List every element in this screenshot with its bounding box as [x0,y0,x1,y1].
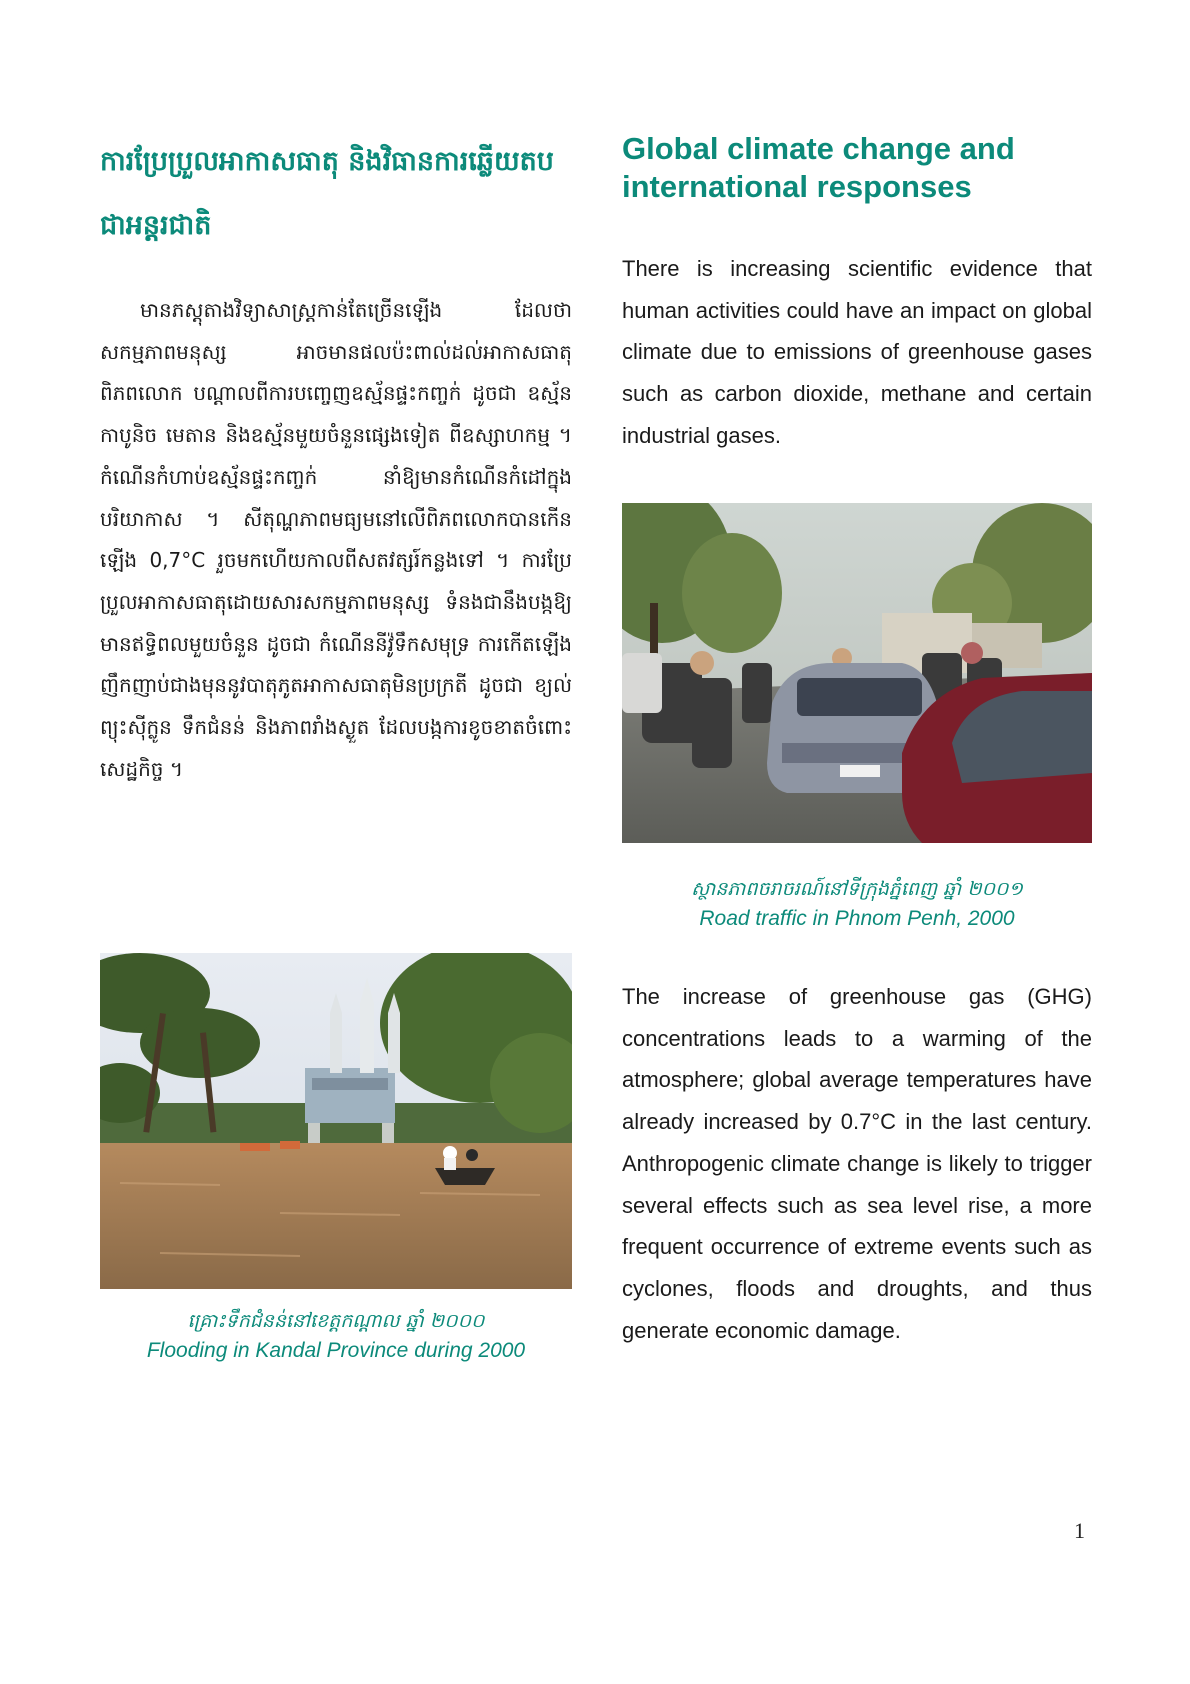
flood-caption-khmer: គ្រោះទឹកជំនន់នៅខេត្តកណ្តាល ឆ្នាំ ២០០០ [187,1310,485,1332]
khmer-column [100,130,572,790]
english-title: Global climate change and international responses [622,131,1015,204]
khmer-title: ការប្រែប្រួលអាកាសធាតុ និងវិធានការឆ្លើយតបជាអន្តរជាតិ [100,146,554,241]
traffic-caption-khmer: ស្ថានភាពចរាចរណ៍នៅទីក្រុងភ្នំពេញ ឆ្នាំ ២០០១ [691,878,1023,900]
flood-photo-caption [100,1306,572,1366]
flood-caption-english: Flooding in Kandal Province during 2000 [146,1339,526,1362]
english-body-paragraph: The increase of greenhouse gas (GHG) concentrations leads to a warming of the atmosphere; global average temperatures have already increased by 0.7°C in the last century. Anthropogenic climate change is likely to trigger several effects such as sea level rise, a more frequent occurrence of extreme events such as cyclones, floods and droughts, and thus generate economic damage. [622,984,1092,1343]
traffic-caption-english: Road traffic in Phnom Penh, 2000 [699,907,1015,930]
flood-photo [100,953,572,1289]
page-number: 1 [1074,1518,1085,1543]
traffic-photo [622,503,1092,843]
english-intro-paragraph: There is increasing scientific evidence that human activities could have an impact on global climate due to emissions of greenhouse gases such as carbon dioxide, methane and certain industrial gases. [622,256,1092,448]
traffic-photo-caption [622,874,1092,934]
traffic-photo-illustration [622,503,1092,843]
khmer-paragraph: មានភស្តុតាងវិទ្យាសាស្ត្រកាន់តែច្រើនឡើង ដែលថាសកម្មភាពមនុស្ស អាចមានផលប៉ះពាល់ដល់អាកាសធាតុពិភពលោក បណ្តាលពីការបញ្ចេញឧស្ម័នផ្ទះកញ្ចក់ ដូចជា ឧស្ម័នកាបូនិច មេតាន និងឧស្ម័នមួយចំនួនផ្សេងទៀត ពីឧស្សាហកម្ម ។ កំណើនកំហាប់ឧស្ម័នផ្ទះកញ្ចក់ នាំឱ្យមានកំណើនកំដៅក្នុងបរិយាកាស ។ សីតុណ្ហភាពមធ្យមនៅលើពិភពលោកបានកើនឡើង 0,7°C រួចមកហើយកាលពីសតវត្សរ៍កន្លងទៅ ។ ការប្រែប្រួលអាកាសធាតុដោយសារសកម្មភាពមនុស្ស ទំនងជានឹងបង្កឱ្យមានឥទ្ធិពលមួយចំនួន ដូចជា កំណើននីវ៉ូទឹកសមុទ្រ ការកើតឡើងញឹកញាប់ជាងមុននូវបាតុភូតអាកាសធាតុមិនប្រក្រតី ដូចជា ខ្យល់ព្យុះស៊ីក្លូន ទឹកជំនន់ និងភាពរាំងស្ងួត ដែលបង្កការខូចខាតចំពោះសេដ្ឋកិច្ច ។ [100,298,572,781]
flood-photo-illustration [100,953,572,1289]
